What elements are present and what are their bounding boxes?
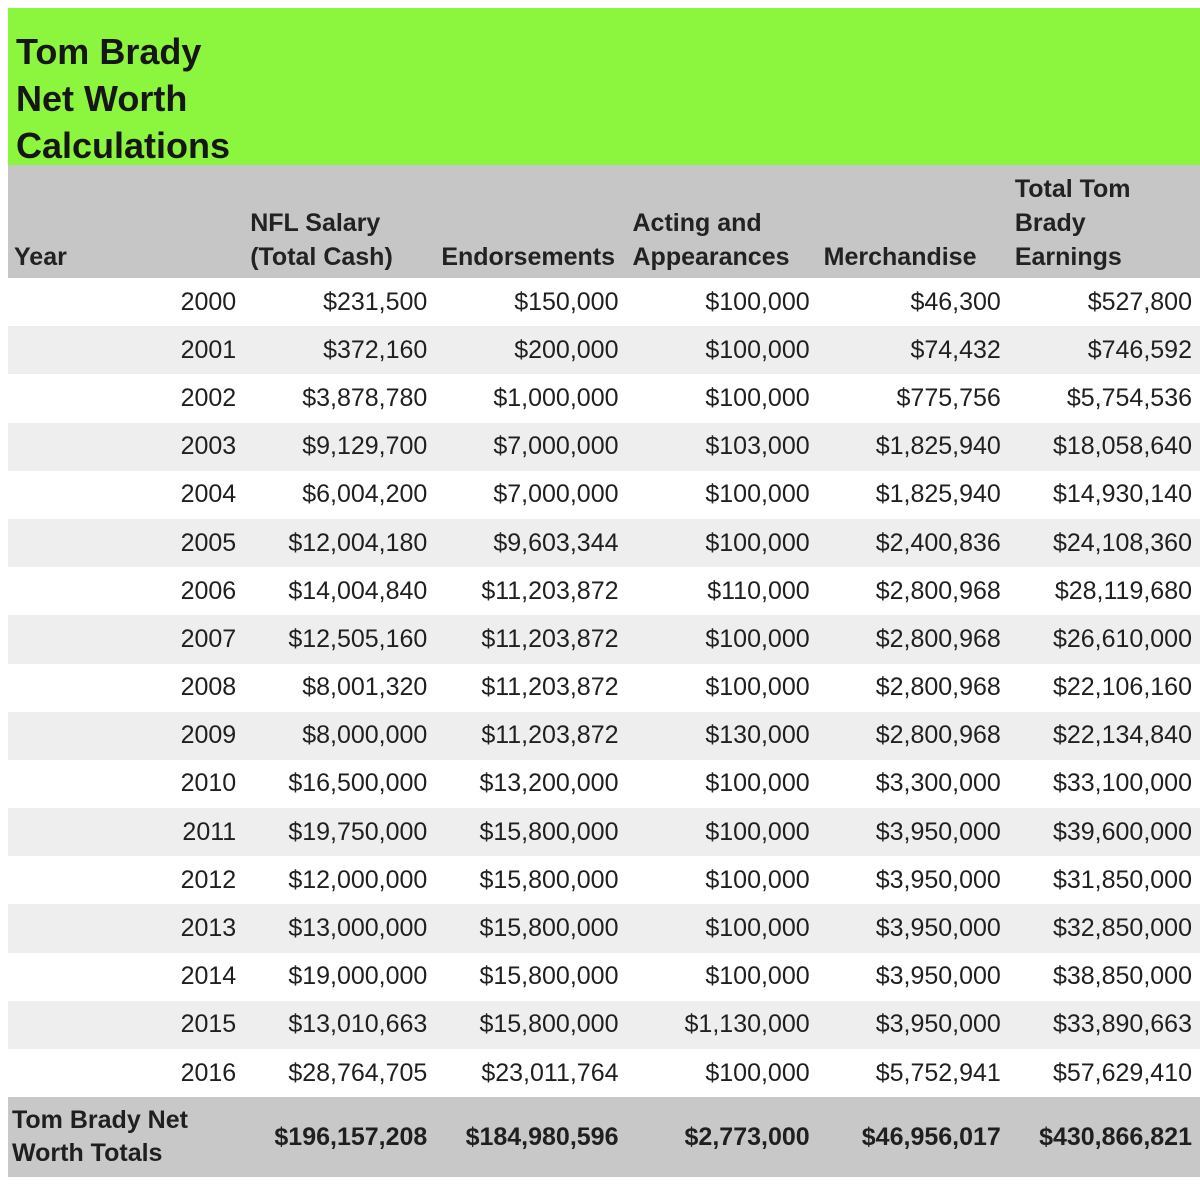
- amount-cell: $23,011,764: [481, 1058, 619, 1087]
- amount-cell: $38,850,000: [1052, 962, 1192, 991]
- amount-cell: $100,000: [705, 383, 810, 412]
- amount-cell: $24,108,360: [1052, 528, 1192, 557]
- year-cell: 2016: [180, 1058, 237, 1087]
- year-cell: 2001: [180, 335, 237, 364]
- column-header-line: Merchandise: [823, 243, 977, 271]
- title-banner: [8, 8, 1200, 165]
- earnings-table: [8, 165, 1200, 1177]
- totals-label: [8, 1097, 244, 1177]
- amount-cell: $7,000,000: [493, 432, 619, 461]
- amount-cell: $11,203,872: [481, 721, 619, 750]
- amount-cell: $5,754,536: [1066, 383, 1192, 412]
- amount-cell: $12,505,160: [288, 624, 428, 653]
- amount-cell: $1,130,000: [684, 1010, 810, 1039]
- column-header-line: Endorsements: [441, 243, 616, 271]
- amount-cell: $28,119,680: [1054, 576, 1192, 605]
- table-row: [8, 471, 1200, 519]
- column-header-line: Appearances: [632, 243, 790, 271]
- column-header: [818, 165, 1009, 278]
- column-header: [1009, 165, 1200, 278]
- amount-cell: $13,000,000: [288, 914, 428, 943]
- table-row: [8, 953, 1200, 1001]
- amount-cell: $100,000: [705, 1058, 810, 1087]
- table-row: [8, 664, 1200, 712]
- table-body: [8, 278, 1200, 1097]
- table-header: [8, 165, 1200, 278]
- total-amount-cell: $430,866,821: [1039, 1122, 1192, 1151]
- totals-label-line: Worth Totals: [12, 1139, 163, 1168]
- amount-cell: $100,000: [705, 480, 810, 509]
- totals-footer: [8, 1097, 1200, 1177]
- amount-cell: $2,400,836: [875, 528, 1001, 557]
- total-amount-cell: $2,773,000: [684, 1122, 810, 1151]
- amount-cell: $31,850,000: [1052, 865, 1192, 894]
- year-cell: 2014: [180, 962, 237, 991]
- amount-cell: $8,001,320: [302, 673, 428, 702]
- amount-cell: $15,800,000: [479, 962, 619, 991]
- column-header-line: NFL Salary: [250, 209, 381, 237]
- table-row: [8, 567, 1200, 615]
- table-row: [8, 423, 1200, 471]
- totals-label-line: Tom Brady Net: [12, 1106, 188, 1135]
- amount-cell: $100,000: [705, 624, 810, 653]
- amount-cell: $100,000: [705, 865, 810, 894]
- amount-cell: $33,890,663: [1052, 1010, 1192, 1039]
- amount-cell: $3,950,000: [875, 817, 1001, 846]
- table-row: [8, 856, 1200, 904]
- amount-cell: $9,603,344: [493, 528, 619, 557]
- year-cell: 2000: [180, 287, 237, 316]
- amount-cell: $11,203,872: [481, 673, 619, 702]
- amount-cell: $8,000,000: [302, 721, 428, 750]
- year-cell: 2012: [180, 865, 237, 894]
- table-row: [8, 808, 1200, 856]
- table-row: [8, 519, 1200, 567]
- amount-cell: $2,800,968: [875, 721, 1001, 750]
- year-cell: 2005: [180, 528, 237, 557]
- column-header: [627, 165, 818, 278]
- amount-cell: $12,000,000: [288, 865, 428, 894]
- year-cell: 2006: [180, 576, 237, 605]
- amount-cell: $100,000: [705, 769, 810, 798]
- amount-cell: $9,129,700: [302, 432, 428, 461]
- title-line-3: Calculations: [16, 125, 231, 166]
- amount-cell: $39,600,000: [1052, 817, 1192, 846]
- amount-cell: $11,203,872: [481, 576, 619, 605]
- amount-cell: $746,592: [1087, 335, 1192, 364]
- amount-cell: $15,800,000: [479, 1010, 619, 1039]
- amount-cell: $527,800: [1087, 287, 1192, 316]
- table-row: [8, 326, 1200, 374]
- amount-cell: $110,000: [707, 576, 810, 605]
- amount-cell: $22,106,160: [1052, 673, 1192, 702]
- amount-cell: $130,000: [705, 721, 810, 750]
- column-header: [8, 165, 244, 278]
- year-cell: 2004: [180, 480, 237, 509]
- column-header: [244, 165, 435, 278]
- column-header-line: Earnings: [1014, 243, 1122, 271]
- net-worth-sheet: [8, 8, 1200, 1177]
- table-row: [8, 374, 1200, 422]
- amount-cell: $231,500: [323, 287, 428, 316]
- column-header-line: (Total Cash): [250, 243, 393, 271]
- amount-cell: $100,000: [705, 528, 810, 557]
- amount-cell: $6,004,200: [302, 480, 428, 509]
- table-row: [8, 904, 1200, 952]
- amount-cell: $3,950,000: [875, 962, 1001, 991]
- table-row: [8, 278, 1200, 326]
- amount-cell: $7,000,000: [493, 480, 619, 509]
- amount-cell: $19,750,000: [288, 817, 428, 846]
- amount-cell: $103,000: [705, 432, 810, 461]
- amount-cell: $46,300: [910, 287, 1001, 316]
- amount-cell: $100,000: [705, 914, 810, 943]
- year-cell: 2003: [180, 432, 237, 461]
- amount-cell: $775,756: [896, 383, 1001, 412]
- amount-cell: $33,100,000: [1052, 769, 1192, 798]
- amount-cell: $19,000,000: [288, 962, 428, 991]
- amount-cell: $100,000: [705, 673, 810, 702]
- year-cell: 2009: [180, 721, 237, 750]
- amount-cell: $3,950,000: [875, 1010, 1001, 1039]
- table-row: [8, 760, 1200, 808]
- amount-cell: $57,629,410: [1052, 1058, 1192, 1087]
- amount-cell: $200,000: [514, 335, 619, 364]
- amount-cell: $3,950,000: [875, 914, 1001, 943]
- year-cell: 2007: [180, 624, 237, 653]
- amount-cell: $3,300,000: [875, 769, 1001, 798]
- amount-cell: $100,000: [705, 817, 810, 846]
- year-cell: 2008: [180, 673, 237, 702]
- amount-cell: $1,825,940: [875, 480, 1001, 509]
- column-header: [435, 165, 626, 278]
- amount-cell: $28,764,705: [288, 1058, 428, 1087]
- amount-cell: $372,160: [323, 335, 428, 364]
- amount-cell: $13,200,000: [479, 769, 619, 798]
- title-line-2: Net Worth: [16, 78, 188, 119]
- table-row: [8, 712, 1200, 760]
- amount-cell: $11,203,872: [481, 624, 619, 653]
- amount-cell: $2,800,968: [875, 673, 1001, 702]
- amount-cell: $13,010,663: [288, 1010, 428, 1039]
- table-row: [8, 1001, 1200, 1049]
- amount-cell: $14,004,840: [288, 576, 428, 605]
- table-row: [8, 615, 1200, 663]
- year-cell: 2011: [182, 817, 237, 846]
- amount-cell: $3,878,780: [302, 383, 428, 412]
- year-cell: 2015: [180, 1010, 237, 1039]
- amount-cell: $5,752,941: [875, 1058, 1001, 1087]
- year-cell: 2002: [180, 383, 237, 412]
- amount-cell: $14,930,140: [1052, 480, 1192, 509]
- amount-cell: $3,950,000: [875, 865, 1001, 894]
- amount-cell: $15,800,000: [479, 914, 619, 943]
- column-header-line: Brady: [1014, 209, 1086, 237]
- amount-cell: $32,850,000: [1052, 914, 1192, 943]
- amount-cell: $1,825,940: [875, 432, 1001, 461]
- year-cell: 2013: [180, 914, 237, 943]
- amount-cell: $1,000,000: [493, 383, 619, 412]
- amount-cell: $16,500,000: [288, 769, 428, 798]
- amount-cell: $100,000: [705, 287, 810, 316]
- amount-cell: $150,000: [514, 287, 619, 316]
- amount-cell: $15,800,000: [479, 817, 619, 846]
- column-header-line: Year: [14, 243, 67, 271]
- amount-cell: $100,000: [705, 962, 810, 991]
- amount-cell: $15,800,000: [479, 865, 619, 894]
- title-line-1: Tom Brady: [16, 31, 202, 72]
- amount-cell: $2,800,968: [875, 624, 1001, 653]
- amount-cell: $2,800,968: [875, 576, 1001, 605]
- table-row: [8, 1049, 1200, 1097]
- column-header-line: Acting and: [632, 209, 762, 237]
- amount-cell: $74,432: [910, 335, 1001, 364]
- total-amount-cell: $196,157,208: [274, 1122, 428, 1151]
- amount-cell: $18,058,640: [1052, 432, 1192, 461]
- year-cell: 2010: [180, 769, 237, 798]
- column-header-line: Total Tom: [1014, 175, 1131, 203]
- amount-cell: $12,004,180: [288, 528, 428, 557]
- amount-cell: $22,134,840: [1052, 721, 1192, 750]
- amount-cell: $100,000: [705, 335, 810, 364]
- total-amount-cell: $46,956,017: [861, 1122, 1001, 1151]
- total-amount-cell: $184,980,596: [465, 1122, 619, 1151]
- amount-cell: $26,610,000: [1052, 624, 1192, 653]
